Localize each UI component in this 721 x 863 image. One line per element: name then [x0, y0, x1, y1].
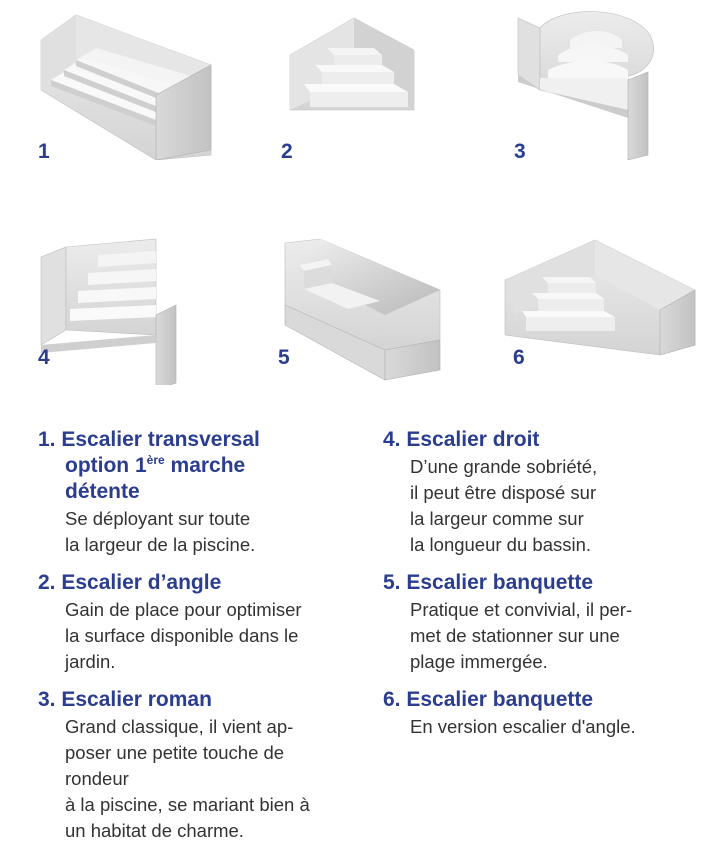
- figure-3: [510, 10, 710, 163]
- figure-label-4: 4: [38, 346, 50, 369]
- item-title-2: [38, 570, 368, 596]
- figure-label-5: 5: [278, 346, 290, 369]
- item-title-3: [38, 687, 368, 713]
- desc-line: poser une petite touche de: [65, 742, 285, 763]
- desc-line: En version escalier d'angle.: [410, 716, 636, 737]
- list-item-4: [383, 427, 703, 558]
- superscript: ère: [146, 453, 165, 467]
- item-desc-5: [410, 597, 703, 675]
- desc-line: Grand classique, il vient ap-: [65, 716, 294, 737]
- item-number-1: 1.: [38, 428, 56, 451]
- desc-line: à la piscine, se mariant bien à: [65, 794, 310, 815]
- figure-6: [500, 235, 700, 385]
- item-desc-4: [410, 454, 703, 558]
- desc-line: met de stationner sur une: [410, 625, 620, 646]
- staircase-transversal-icon: [36, 10, 236, 163]
- item-title-1-line-2b: marche: [164, 454, 246, 477]
- list-item-6: [383, 687, 703, 740]
- list-item-2: [38, 570, 368, 675]
- figure-label-3: 3: [514, 140, 526, 163]
- item-title-4: [383, 427, 703, 453]
- desc-line: D’une grande sobriété,: [410, 456, 598, 477]
- staircase-angle-icon: [281, 10, 482, 163]
- figure-label-1: 1: [38, 140, 50, 163]
- item-number-2: 2.: [38, 571, 56, 594]
- figure-label-2: 2: [281, 140, 293, 163]
- desc-line: la largeur de la piscine.: [65, 534, 256, 555]
- column-left: [38, 427, 368, 856]
- figure-5: [280, 235, 480, 385]
- figure-4: [36, 235, 236, 385]
- list-item-1: [38, 427, 368, 558]
- item-title-1: [38, 427, 368, 505]
- staircase-bench-angle-icon: [500, 235, 700, 385]
- item-desc-3: [65, 714, 368, 844]
- item-title-4-text: Escalier droit: [406, 428, 540, 451]
- figure-2: [281, 10, 482, 163]
- list-item-3: [38, 687, 368, 844]
- item-title-5: [383, 570, 703, 596]
- desc-line: jardin.: [65, 651, 116, 672]
- staircase-bench-icon: [280, 235, 480, 385]
- desc-line: un habitat de charme.: [65, 820, 244, 841]
- item-title-1-line-3: détente: [65, 480, 140, 503]
- desc-line: Pratique et convivial, il per-: [410, 599, 633, 620]
- item-number-3: 3.: [38, 688, 56, 711]
- desc-line: la longueur du bassin.: [410, 534, 592, 555]
- item-title-6: [383, 687, 703, 713]
- desc-line: plage immergée.: [410, 651, 548, 672]
- item-title-6-text: Escalier banquette: [406, 688, 594, 711]
- item-title-1-line-1: Escalier transversal: [61, 428, 260, 451]
- item-desc-1: [65, 506, 368, 558]
- item-title-1-line-2: option 1: [65, 454, 147, 477]
- item-title-2-text: Escalier d’angle: [61, 571, 222, 594]
- staircase-roman-icon: [510, 10, 710, 163]
- item-number-5: 5.: [383, 571, 401, 594]
- figure-label-6: 6: [513, 346, 525, 369]
- desc-line: Se déployant sur toute: [65, 508, 251, 529]
- desc-line: rondeur: [65, 768, 129, 789]
- column-right: [383, 427, 703, 752]
- desc-line: la surface disponible dans le: [65, 625, 299, 646]
- desc-line: il peut être disposé sur: [410, 482, 597, 503]
- item-title-5-text: Escalier banquette: [406, 571, 594, 594]
- item-number-6: 6.: [383, 688, 401, 711]
- item-desc-6: [410, 714, 703, 740]
- list-item-5: [383, 570, 703, 675]
- item-title-3-text: Escalier roman: [61, 688, 212, 711]
- item-desc-2: [65, 597, 368, 675]
- staircase-straight-icon: [36, 235, 236, 385]
- figure-1: [36, 10, 236, 163]
- item-number-4: 4.: [383, 428, 401, 451]
- desc-line: Gain de place pour optimiser: [65, 599, 302, 620]
- desc-line: la largeur comme sur: [410, 508, 584, 529]
